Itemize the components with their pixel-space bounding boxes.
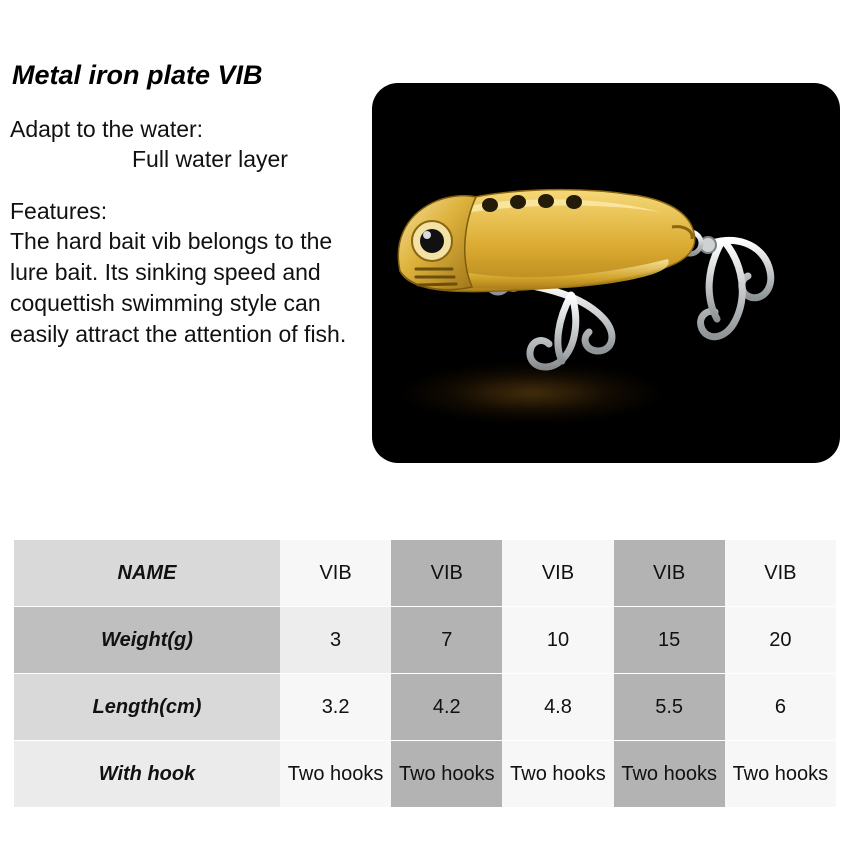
table-cell: Two hooks	[502, 741, 613, 808]
table-cell: Two hooks	[614, 741, 725, 808]
row-header: With hook	[14, 741, 280, 808]
table-cell: 4.8	[502, 674, 613, 741]
product-photo-scene	[372, 83, 840, 463]
row-header: Length(cm)	[14, 674, 280, 741]
table-cell: 15	[614, 607, 725, 674]
adapt-label: Adapt to the water:	[10, 116, 204, 142]
spec-table	[14, 540, 836, 807]
table-cell: 5.5	[614, 674, 725, 741]
table-row	[14, 741, 836, 808]
table-cell: 3.2	[280, 674, 391, 741]
row-header: NAME	[14, 540, 280, 607]
page-title: Metal iron plate VIB	[12, 60, 263, 90]
table-cell: VIB	[280, 540, 391, 607]
row-header: Weight(g)	[14, 607, 280, 674]
product-photo	[372, 83, 840, 463]
features-label: Features:	[10, 198, 108, 224]
description-column	[10, 58, 370, 350]
table-cell: VIB	[502, 540, 613, 607]
table-cell: 3	[280, 607, 391, 674]
table-cell: 6	[725, 674, 836, 741]
adapt-value: Full water layer	[132, 146, 288, 172]
table-cell: 20	[725, 607, 836, 674]
table-cell: Two hooks	[280, 741, 391, 808]
table-cell: VIB	[391, 540, 502, 607]
table-row	[14, 540, 836, 607]
reflection-glow	[402, 363, 662, 423]
table-cell: VIB	[725, 540, 836, 607]
table-cell: 7	[391, 607, 502, 674]
features-text: The hard bait vib belongs to the lure bait. Its sinking speed and coquettish swimming style can easily attract the attention of fish.	[10, 228, 347, 347]
table-cell: VIB	[614, 540, 725, 607]
table-row	[14, 674, 836, 741]
table-row	[14, 607, 836, 674]
table-cell: Two hooks	[391, 741, 502, 808]
table-cell: 10	[502, 607, 613, 674]
table-cell: Two hooks	[725, 741, 836, 808]
table-cell: 4.2	[391, 674, 502, 741]
